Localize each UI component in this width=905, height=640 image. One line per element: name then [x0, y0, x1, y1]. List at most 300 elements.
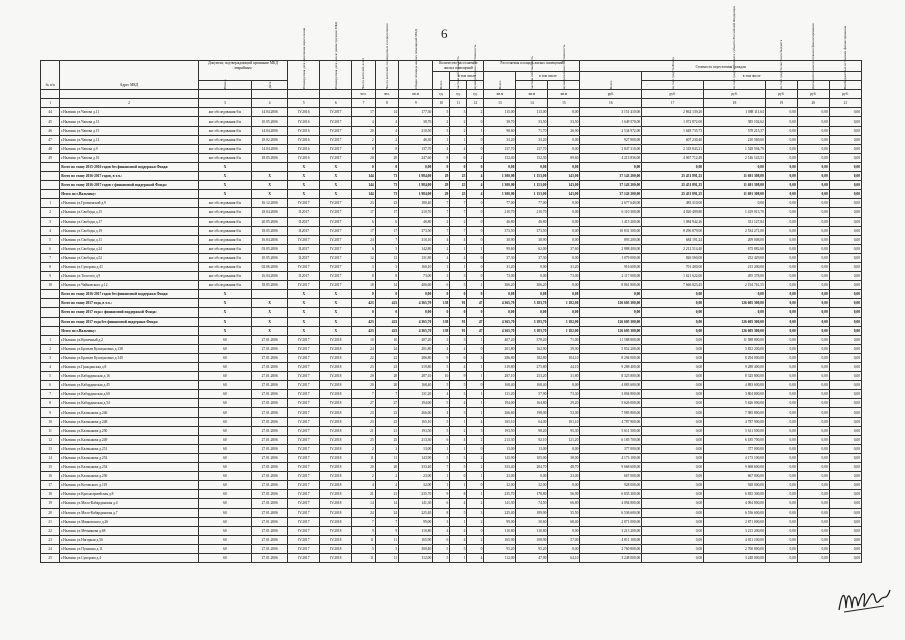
table-cell: 2 [467, 499, 484, 508]
table-cell: 23,00 [399, 472, 433, 481]
table-cell: 287,10 [399, 372, 433, 381]
table-cell: руб. [829, 90, 861, 99]
table-cell: 8 325 800,00 [704, 372, 766, 381]
table-cell: 0,00 [797, 308, 829, 317]
table-cell: 0,00 [829, 381, 861, 390]
table-cell: 373,50 [484, 226, 516, 235]
table-cell: 235,70 [484, 490, 516, 499]
table-cell: 0,00 [642, 426, 704, 435]
table-cell: 17 [352, 208, 375, 217]
table-cell: 0,00 [642, 544, 704, 553]
table-cell: IV.2017 [288, 417, 320, 426]
table-cell: 14 [375, 108, 398, 117]
header-no: № п/п [41, 61, 60, 90]
table-cell: IV.2018 [320, 426, 352, 435]
table-cell: 24 [352, 235, 375, 244]
table-cell: 46,80 [516, 217, 548, 226]
table-cell: 2 862 139,20 [642, 108, 704, 117]
table-cell: 0,00 [797, 317, 829, 326]
table-cell: 5 [433, 553, 450, 562]
table-cell: 0,00 [797, 444, 829, 453]
table-row [41, 344, 862, 353]
table-cell: X [320, 181, 352, 190]
table-cell: 0,00 [829, 135, 861, 144]
table-cell: 60 [198, 381, 251, 390]
table-cell: 177,30 [399, 108, 433, 117]
table-cell: X [288, 326, 320, 335]
table-cell: 8 [41, 262, 60, 271]
table-cell: 0,00 [642, 335, 704, 344]
table-cell: 0,00 [829, 208, 861, 217]
table-cell: II.2017 [288, 208, 320, 217]
table-cell: 11 588 800,00 [704, 335, 766, 344]
table-cell: 23 [352, 417, 375, 426]
table-row [41, 553, 862, 562]
table-cell: 194,00 [484, 399, 516, 408]
table-cell: 385 102,62 [704, 117, 766, 126]
table-cell: 0,00 [797, 426, 829, 435]
table-cell: 31,20 [548, 262, 580, 271]
table-cell: 0,00 [829, 335, 861, 344]
table-cell: 1 [433, 262, 450, 271]
table-cell: г.Нальчик ул.Грозненской д.9 [60, 199, 199, 208]
table-cell: акт обследования б/н [198, 253, 251, 262]
table-cell: 29 [433, 190, 450, 199]
table-cell: 0,00 [704, 308, 766, 317]
table-cell: 8 296 879,00 [642, 226, 704, 235]
table-cell: 0,00 [642, 435, 704, 444]
table-cell: 247,60 [399, 153, 433, 162]
table-cell: 3 [433, 335, 450, 344]
table-cell: г.Нальчик ул.Калмыкова д.246 [60, 408, 199, 417]
table-cell: 165,10 [399, 417, 433, 426]
table-cell: 0,00 [797, 299, 829, 308]
table-cell: 1 072 872,00 [642, 117, 704, 126]
table-cell: ед. [467, 90, 484, 99]
table-cell: 0,00 [829, 317, 861, 326]
table-cell: 0,00 [797, 244, 829, 253]
table-cell: чел. [352, 90, 375, 99]
table-cell: 0,00 [797, 417, 829, 426]
table-cell: 2 [467, 517, 484, 526]
table-cell: 1 528 594,79 [704, 144, 766, 153]
table-cell: 27.01.2006 [252, 363, 288, 372]
table-cell: 10 831 500,00 [580, 226, 642, 235]
table-cell: 6 [320, 99, 352, 108]
table-cell: 0,00 [765, 153, 797, 162]
table-cell: 1 300,00 [484, 181, 516, 190]
table-cell: акт обследования б/н [198, 281, 251, 290]
table-cell: 0 [352, 308, 375, 317]
table-cell: Всего по этапу 2016-2017 годов без финансовой поддержки Фонда: [60, 290, 199, 299]
table-cell: 0,00 [829, 463, 861, 472]
table-cell: 0,00 [829, 372, 861, 381]
table-cell: 180,40 [399, 199, 433, 208]
table-cell: 0,00 [642, 326, 704, 335]
table-cell: Итого по г.Нальчику: [60, 190, 199, 199]
table-cell: 20 [375, 372, 398, 381]
table-cell: 108,90 [516, 535, 548, 544]
table-cell: 6 110 300,00 [580, 208, 642, 217]
table-cell: 16 [41, 472, 60, 481]
table-cell [41, 299, 60, 308]
table-cell: г.Нальчик ул.Братьев Кушхуновых д.140 [60, 353, 199, 362]
table-cell: 6 [450, 353, 467, 362]
table-cell: 24 [375, 508, 398, 517]
table-cell: 225,40 [484, 508, 516, 517]
table-cell: 0,00 [765, 117, 797, 126]
table-cell: 10.05.2006 [252, 253, 288, 262]
table-cell: 0,00 [797, 517, 829, 526]
table-cell: 3 [352, 262, 375, 271]
table-cell [41, 317, 60, 326]
table-cell: 0,00 [829, 299, 861, 308]
table-cell: 21 [352, 490, 375, 499]
table-cell: 1 [41, 199, 60, 208]
table-cell: 2 [467, 453, 484, 462]
table-row [41, 408, 862, 417]
table-cell: X [252, 326, 288, 335]
table-cell: 0,00 [829, 435, 861, 444]
table-cell: 66,80 [548, 499, 580, 508]
table-cell: 0,00 [829, 499, 861, 508]
table-cell: 9 [41, 408, 60, 417]
table-cell: 37,30 [516, 253, 548, 262]
table-cell: 0 [450, 290, 467, 299]
table-cell: 20 [375, 381, 398, 390]
table-cell: 6 [352, 244, 375, 253]
table-cell: X [288, 162, 320, 171]
table-cell: X [252, 317, 288, 326]
table-cell: IV.2017 [320, 281, 352, 290]
table-cell: 0,00 [765, 126, 797, 135]
table-cell: IV.2017 [320, 208, 352, 217]
table-row [41, 435, 862, 444]
table-cell: 7 985 800,00 [580, 408, 642, 417]
table-cell: 0,00 [765, 217, 797, 226]
table-cell: 03.05.2006 [252, 244, 288, 253]
table-cell: IV.2017 [288, 335, 320, 344]
table-cell: 3 213 200,00 [580, 526, 642, 535]
table-cell: 2 [467, 108, 484, 117]
table-cell: 407,20 [399, 335, 433, 344]
table-row [41, 235, 862, 244]
table-cell: 38,00 [548, 453, 580, 462]
table-cell: 2 760 800,00 [580, 544, 642, 553]
table-cell: 182,80 [516, 353, 548, 362]
table-cell: 198,00 [516, 408, 548, 417]
table-cell: 1 [467, 390, 484, 399]
table-cell: 20 [797, 99, 829, 108]
header-doc-group: Документ, подтверждающий признание МКД аварийным [198, 61, 288, 81]
table-cell: 14 [516, 99, 548, 108]
table-cell: 6 [433, 499, 450, 508]
table-cell: 2 [467, 435, 484, 444]
table-cell: IV.2017 [288, 517, 320, 526]
table-cell: кв.м [548, 90, 580, 99]
table-cell: 4 [433, 344, 450, 353]
table-cell: 0,00 [829, 244, 861, 253]
table-cell: 0,00 [765, 108, 797, 117]
table-cell: IV.2018 [320, 335, 352, 344]
table-cell: 0,00 [829, 481, 861, 490]
table-cell: 4 [450, 363, 467, 372]
table-cell: 37,30 [484, 253, 516, 262]
header-area-private: частная собственность [516, 81, 548, 90]
table-cell: 23,00 [548, 472, 580, 481]
table-cell: 0,00 [642, 535, 704, 544]
table-cell: 4 [433, 390, 450, 399]
table-cell: 32,00 [516, 481, 548, 490]
table-cell: 60 [198, 353, 251, 362]
table-cell: 0 [467, 262, 484, 271]
table-cell: IV.2017 [288, 344, 320, 353]
table-cell: 11 691 308,00 [704, 172, 766, 181]
table-cell [41, 308, 60, 317]
table-cell: X [198, 162, 251, 171]
table-cell: 60 [198, 444, 251, 453]
table-cell: 143,00 [548, 181, 580, 190]
table-cell: 27.01.2006 [252, 463, 288, 472]
table-cell: 826 560,00 [642, 253, 704, 262]
table-cell: 5 [450, 508, 467, 517]
table-cell: 143,00 [548, 172, 580, 181]
table-cell: 165,90 [399, 535, 433, 544]
table-cell: 1 [433, 444, 450, 453]
table-cell: руб. [704, 90, 766, 99]
table-cell: 0 [467, 162, 484, 171]
table-cell: 0,00 [642, 381, 704, 390]
table-cell: 77,00 [484, 199, 516, 208]
table-cell: 68,40 [548, 517, 580, 526]
handwritten-signature [836, 582, 894, 618]
table-cell: 113,00 [516, 108, 548, 117]
table-cell: 0,00 [829, 290, 861, 299]
table-cell: 1 [450, 444, 467, 453]
table-cell: 14 [375, 499, 398, 508]
table-cell: 0,00 [765, 499, 797, 508]
table-cell [252, 90, 288, 99]
header-planned-resettle: Планируемая дата окончания переселения [288, 61, 320, 90]
table-cell: 60 [198, 553, 251, 562]
table-cell: IV.2017 [288, 262, 320, 271]
table-cell: 0,00 [642, 517, 704, 526]
table-cell: 0,00 [548, 208, 580, 217]
table-cell: X [320, 172, 352, 181]
header-rooms-municipal: муниципальная собственность [467, 81, 484, 90]
table-cell: 0,00 [829, 153, 861, 162]
table-row [41, 417, 862, 426]
table-cell: 8 [433, 153, 450, 162]
table-cell: 0,00 [580, 162, 642, 171]
table-cell: 5 [41, 372, 60, 381]
table-cell: 26,90 [548, 126, 580, 135]
table-cell: 1 [450, 262, 467, 271]
table-cell: 77,00 [516, 199, 548, 208]
table-cell: 7 [41, 253, 60, 262]
table-cell: 5 626 000,00 [580, 399, 642, 408]
table-cell: 104,10 [548, 353, 580, 362]
table-cell: 47 [467, 326, 484, 335]
table-cell: 0,00 [797, 463, 829, 472]
table-cell: 5 [433, 381, 450, 390]
table-cell: 2 [375, 135, 398, 144]
table-cell: 25 451 891,25 [642, 172, 704, 181]
table-row [41, 117, 862, 126]
table-cell: 5 626 000,00 [704, 399, 766, 408]
table-cell: 11 [375, 553, 398, 562]
table-cell: X [252, 190, 288, 199]
table-cell: IV.2018 [320, 417, 352, 426]
table-cell: 1 [450, 481, 467, 490]
table-cell: 0 [467, 144, 484, 153]
table-cell: 0,00 [765, 326, 797, 335]
table-cell: 0,00 [765, 535, 797, 544]
table-cell: 11 [352, 453, 375, 462]
table-row [41, 390, 862, 399]
table-cell: 0,00 [548, 144, 580, 153]
table-cell: 23 [352, 408, 375, 417]
table-cell: 18.04.2006 [252, 208, 288, 217]
table-cell: 1 300,00 [484, 172, 516, 181]
table-cell: 20 [352, 463, 375, 472]
table-cell: 1 [450, 553, 467, 562]
table-cell: 137,70 [399, 144, 433, 153]
table-cell: 60 [198, 399, 251, 408]
table-cell: г.Нальчик ул.Гражданская д.8 [60, 363, 199, 372]
table-cell: 3 [450, 108, 467, 117]
table-cell: 32,00 [399, 481, 433, 490]
table-cell: 141,30 [399, 499, 433, 508]
table-cell [60, 90, 199, 99]
table-row [41, 353, 862, 362]
table-cell: X [198, 317, 251, 326]
table-cell: 31,20 [484, 262, 516, 271]
table-cell: 11 [375, 453, 398, 462]
table-cell: 60 [198, 390, 251, 399]
table-cell: 0,00 [829, 508, 861, 517]
table-cell: 2 [450, 426, 467, 435]
table-cell: г.Нальчик ул.Кабардинская д.60 [60, 390, 199, 399]
table-row [41, 126, 862, 135]
table-cell: 4 365,70 [399, 317, 433, 326]
table-cell: 2 [450, 217, 467, 226]
table-cell: 0,00 [829, 144, 861, 153]
table-cell: 4 [467, 553, 484, 562]
table-cell: 0,00 [765, 135, 797, 144]
table-cell: 1 153,00 [516, 172, 548, 181]
table-cell: г.Нальчик ул.Братьев Кушхуновых д.138 [60, 344, 199, 353]
table-cell: г.Нальчик ул.Кабардинская д.16 [60, 372, 199, 381]
table-cell: г.Нальчик ул.Калмыкова д.250 [60, 426, 199, 435]
table-cell: 60 [198, 426, 251, 435]
table-cell: 37 143 200,00 [580, 172, 642, 181]
table-cell: 0,00 [765, 408, 797, 417]
table-cell: 4 [252, 99, 288, 108]
table-cell: 3 151 410,00 [580, 108, 642, 117]
table-cell: 4 [450, 535, 467, 544]
table-cell: 0,00 [765, 472, 797, 481]
table-cell: 7 [352, 99, 375, 108]
table-cell: 0,00 [642, 353, 704, 362]
table-cell: 6 [352, 217, 375, 226]
table-cell: 0,00 [548, 253, 580, 262]
table-cell: 4 094 800,00 [580, 499, 642, 508]
table-cell: 2 212 514,40 [642, 244, 704, 253]
table-cell: 0,00 [548, 481, 580, 490]
table-cell: 0,00 [797, 435, 829, 444]
table-cell: 0 [467, 253, 484, 262]
table-cell: акт обследования б/н [198, 126, 251, 135]
table-cell: 39,90 [548, 344, 580, 353]
header-cost-incl: в том числе [642, 72, 862, 81]
table-cell: 143,90 [484, 453, 516, 462]
header-cost-group: Стоимость переселения граждан [580, 61, 862, 72]
table-cell: 0,00 [829, 344, 861, 353]
table-cell: 9 [433, 353, 450, 362]
table-cell: 1 079 000,00 [580, 253, 642, 262]
table-cell: IV.2017 [288, 463, 320, 472]
table-cell: 21 [41, 517, 60, 526]
table-cell: 12 [375, 253, 398, 262]
table-cell: 20 [375, 153, 398, 162]
table-cell: акт обследования б/н [198, 108, 251, 117]
table-cell: акт обследования б/н [198, 272, 251, 281]
table-cell: 10 [433, 99, 450, 108]
table-cell: 0,00 [797, 281, 829, 290]
table-cell: 60 [198, 435, 251, 444]
table-cell: IV.2017 [288, 453, 320, 462]
table-cell: 225,40 [399, 508, 433, 517]
table-cell: 38,70 [484, 117, 516, 126]
table-cell: 5 [41, 235, 60, 244]
table-cell: 47 [467, 317, 484, 326]
header-doc-number: Номер [198, 81, 251, 90]
table-cell: 18.02.2006 [252, 135, 288, 144]
table-cell: 0,00 [548, 108, 580, 117]
table-cell: 7 [433, 463, 450, 472]
table-cell: 4 787 900,00 [580, 417, 642, 426]
table-cell: 18.05.2006 [252, 281, 288, 290]
table-row [41, 262, 862, 271]
table-cell: 0,00 [829, 117, 861, 126]
table-cell: 0,00 [797, 453, 829, 462]
table-cell: 0,00 [765, 244, 797, 253]
table-cell: 2 871 000,00 [704, 517, 766, 526]
table-cell: 1 182,00 [548, 317, 580, 326]
table-cell: 13 [484, 99, 516, 108]
table-cell: 33,50 [516, 117, 548, 126]
table-cell: 0,00 [765, 172, 797, 181]
table-cell: 0,00 [829, 281, 861, 290]
table-cell: 0,00 [797, 253, 829, 262]
table-cell: 27.01.2006 [252, 508, 288, 517]
table-cell: IV.2017 [288, 199, 320, 208]
table-cell: 0,00 [642, 399, 704, 408]
table-cell: г.Нальчик ул.Свободы д.52 [60, 253, 199, 262]
table-cell: IV.2018 [320, 526, 352, 535]
table-cell: 0,00 [516, 308, 548, 317]
table-cell: 0,00 [548, 135, 580, 144]
table-cell: 110,80 [484, 526, 516, 535]
table-cell: 168,40 [399, 381, 433, 390]
table-cell: 0,00 [797, 181, 829, 190]
table-cell: 168,40 [516, 381, 548, 390]
table-cell: г.Нальчик ул.Мечникова д.68 [60, 526, 199, 535]
table-cell: г.Нальчик ул.Чапова д.9 [60, 144, 199, 153]
table-cell: 310,10 [399, 235, 433, 244]
table-cell: 0,00 [797, 553, 829, 562]
